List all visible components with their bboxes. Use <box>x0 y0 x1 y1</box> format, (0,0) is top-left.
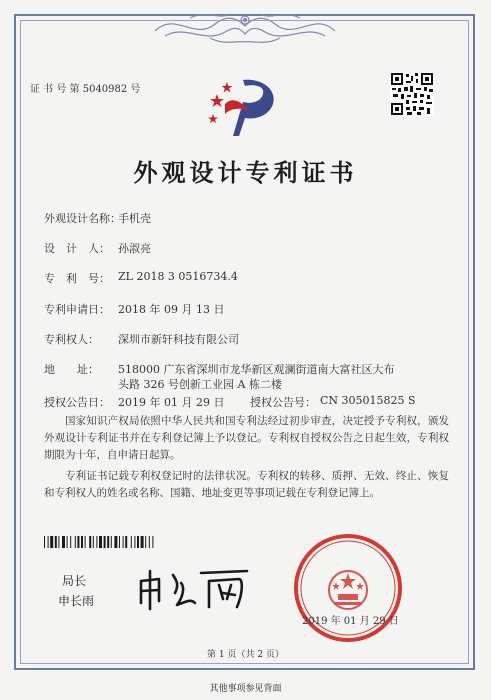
application-date-label: 专利申请日： <box>44 303 110 316</box>
director-signature <box>135 563 260 613</box>
official-seal <box>292 532 404 644</box>
application-date-value: 2018 年 09 月 13 日 <box>118 303 225 316</box>
barcode-icon <box>44 536 199 548</box>
ornament-decoration <box>150 6 340 46</box>
grant-date-label: 授权公告日： <box>44 396 110 409</box>
address-label: 地 址： <box>44 363 99 376</box>
grant-paragraph: 国家知识产权局依照中华人民共和国专利法经过初步审查，决定授予专利权，颁发外观设计专利证书并在专利登记簿上予以登记。专利权自授权公告之日起生效，专利权期限为十年，自申请日起算。 <box>44 415 449 461</box>
certificate-number: 证 书 号 第 5040982 号 <box>30 84 141 95</box>
patent-number-value: ZL 2018 3 0516734.4 <box>118 270 238 283</box>
patent-number-label: 专 利 号： <box>44 272 110 285</box>
certificate-title: 外观设计专利证书 <box>133 158 358 187</box>
legal-status-paragraph: 专利证书记载专利权登记时的法律状况。专利权的转移、质押、无效、终止、恢复和专利权人的姓名或名称、国籍、地址变更等事项记载在专利登记簿上。 <box>44 470 449 499</box>
page-number: 第 1 页（共 2 页） <box>207 650 284 660</box>
qr-code-icon <box>390 72 434 116</box>
patentee-label: 专利权人： <box>44 333 99 346</box>
grant-number-value: CN 305015825 S <box>320 394 416 407</box>
designer-label: 设 计 人： <box>44 242 110 255</box>
grant-date-value: 2019 年 01 月 29 日 <box>118 396 225 409</box>
director-name: 申长雨 <box>58 594 95 608</box>
address-value-line1: 518000 广东省深圳市龙华新区观澜街道南大富社区大布 <box>118 363 395 376</box>
design-name-label: 外观设计名称： <box>44 212 121 225</box>
patent-office-logo-icon <box>205 74 285 144</box>
designer-value: 孙淑亮 <box>118 242 151 255</box>
director-title: 局长 <box>62 574 87 588</box>
seal-date: 2019 年 01 月 29 日 <box>302 616 399 627</box>
design-name-value: 手机壳 <box>118 212 151 225</box>
address-value-line2: 头路 326 号创新工业园 A 栋二楼 <box>118 378 282 391</box>
patentee-value: 深圳市新轩科技有限公司 <box>118 333 239 346</box>
grant-number-label: 授权公告号： <box>250 396 316 409</box>
bottom-note: 其他事项参见背面 <box>209 684 282 694</box>
